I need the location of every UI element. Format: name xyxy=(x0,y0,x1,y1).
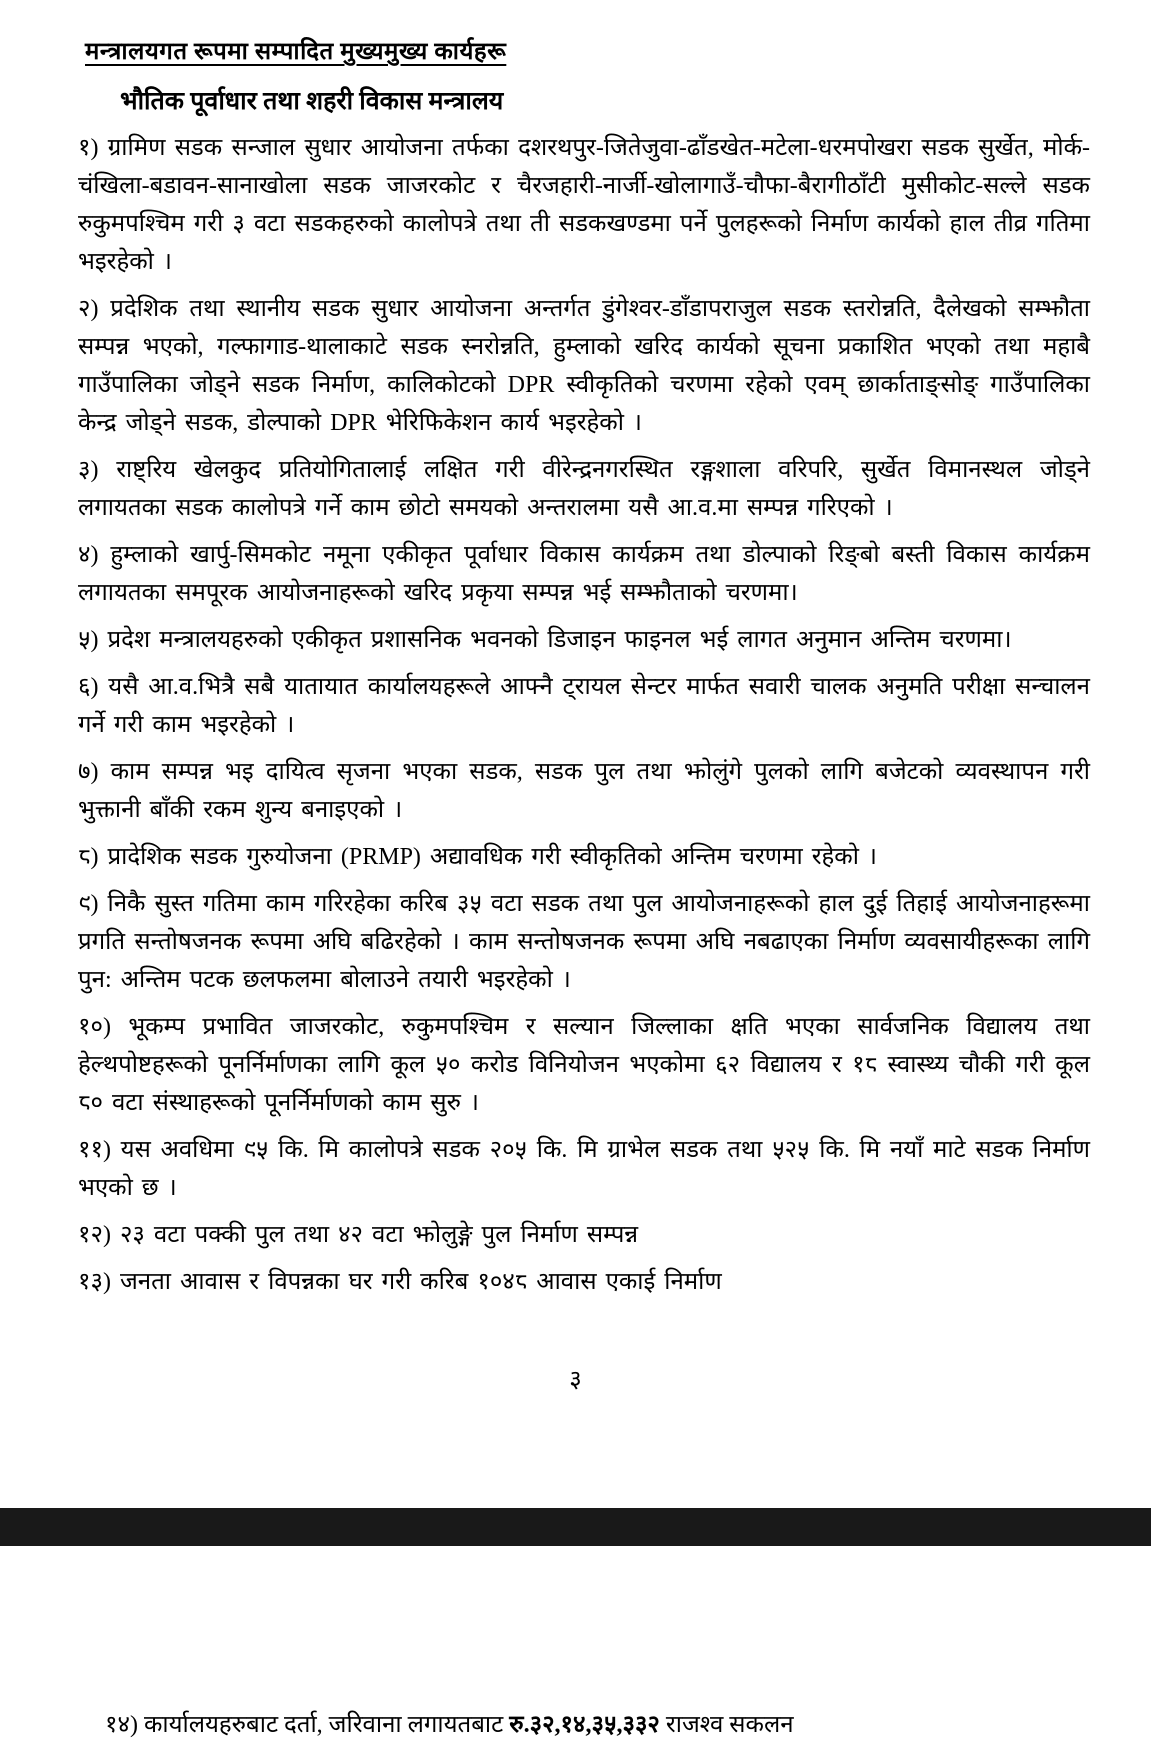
footer-list-item-14 xyxy=(105,1706,794,1744)
list-item-10: १०) भूकम्प प्रभावित जाजरकोट, रुकुमपश्चिम र सल्यान जिल्लाका क्षति भएका सार्वजनिक विद्यालय तथा हेल्थपोष्टहरूको पूनर्निर्माणका लागि कूल ५० करोड विनियोजन भएकोमा ६२ विद्यालय र १८ स्वास्थ्य चौकी गरी कूल ८० वटा संस्थाहरूको पूनर्निर्माणको काम सुरु । xyxy=(78,1014,1090,1116)
list-item-7: ७) काम सम्पन्न भइ दायित्व सृजना भएका सडक, सडक पुल तथा झोलुंगे पुलको लागि बजेटको व्यवस्थापन गरी भुक्तानी बाँकी रकम शुन्य बनाइएको । xyxy=(78,759,1090,823)
list-item-4: ४) हुम्लाको खार्पु-सिमकोट नमूना एकीकृत पूर्वाधार विकास कार्यक्रम तथा डोल्पाको रिङ्बो बस्ती विकास कार्यक्रम लगायतका समपूरक आयोजनाहरूको खरिद प्रकृया सम्पन्न भई सम्झौताको चरणमा। xyxy=(78,542,1090,606)
list-item-13: १३) जनता आवास र विपन्नका घर गरी करिब १०४८ आवास एकाई निर्माण xyxy=(78,1269,722,1295)
footer-item-suffix: राजश्व सकलन xyxy=(659,1712,794,1738)
list-item-3: ३) राष्ट्रिय खेलकुद प्रतियोगितालाई लक्षित गरी वीरेन्द्रनगरस्थित रङ्गशाला वरिपरि, सुर्खेत विमानस्थल जोड्ने लगायतका सडक कालोपत्रे गर्ने काम छोटो समयको अन्तरालमा यसै आ.व.मा सम्पन्न गरिएको । xyxy=(78,457,1090,521)
list-item-5: ५) प्रदेश मन्त्रालयहरुको एकीकृत प्रशासनिक भवनको डिजाइन फाइनल भई लागत अनुमान अन्तिम चरणमा। xyxy=(78,627,1012,653)
revenue-amount: रु.३२,१४,३५,३३२ xyxy=(509,1712,660,1738)
page-title: मन्त्रालयगत रूपमा सम्पादित मुख्यमुख्य कार्यहरू xyxy=(85,39,507,65)
list-item-9: ९) निकै सुस्त गतिमा काम गरिरहेका करिब ३५ वटा सडक तथा पुल आयोजनाहरूको हाल दुई तिहाई आयोजनाहरूमा प्रगति सन्तोषजनक रूपमा अघि बढिरहेको । काम सन्तोषजनक रूपमा अघि नबढाएका निर्माण व्यवसायीहरूका लागि पुन: अन्तिम पटक छलफलमा बोलाउने तयारी भइरहेको । xyxy=(78,891,1090,993)
section-heading: भौतिक पूर्वाधार तथा शहरी विकास मन्त्रालय xyxy=(120,88,504,115)
list-item-1: १) ग्रामिण सडक सन्जाल सुधार आयोजना तर्फका दशरथपुर-जितेजुवा-ढाँडखेत-मटेला-धरमपोखरा सडक सुर्खेत, मोर्क-चंखिला-बडावन-सानाखोला सडक जाजरकोट र चैरजहारी-नार्जी-खोलागाउँ-चौफा-बैरागीठाँटी मुसीकोट-सल्ले सडक रुकुमपश्चिम गरी ३ वटा सडकहरुको कालोपत्रे तथा ती सडकखण्डमा पर्ने पुलहरूको निर्माण कार्यको हाल तीव्र गतिमा भइरहेको । xyxy=(78,135,1090,275)
redaction-bar xyxy=(0,1508,1151,1546)
list-item-11: ११) यस अवधिमा ९५ कि. मि कालोपत्रे सडक २०५ कि. मि ग्राभेल सडक तथा ५२५ कि. मि नयाँ माटे सडक निर्माण भएको छ । xyxy=(78,1137,1090,1201)
footer-item-text: १४) कार्यालयहरुबाट दर्ता, जरिवाना लगायतबाट xyxy=(105,1712,510,1738)
list-item-12: १२) २३ वटा पक्की पुल तथा ४२ वटा झोलुङ्गे पुल निर्माण सम्पन्न xyxy=(78,1222,639,1248)
page-number: ३ xyxy=(569,1367,582,1393)
document-content xyxy=(78,34,1090,1310)
list-item-2: २) प्रदेशिक तथा स्थानीय सडक सुधार आयोजना अन्तर्गत डुंगेश्वर-डाँडापराजुल सडक स्तरोन्नति, दैलेखको सम्झौता सम्पन्न भएको, गल्फागाड-थालाकाटे सडक स्नरोन्नति, हुम्लाको खरिद कार्यको सूचना प्रकाशित भएको तथा महाबै गाउँपालिका जोड्ने सडक निर्माण, कालिकोटको DPR स्वीकृतिको चरणमा रहेको एवम् छार्काताङ्सोङ् गाउँपालिका केन्द्र जोड्ने सडक, डोल्पाको DPR भेरिफिकेशन कार्य भइरहेको । xyxy=(78,296,1090,436)
list-item-6: ६) यसै आ.व.भित्रै सबै यातायात कार्यालयहरूले आफ्नै ट्रायल सेन्टर मार्फत सवारी चालक अनुमति परीक्षा सन्चालन गर्ने गरी काम भइरहेको । xyxy=(78,674,1090,738)
list-item-8: ८) प्रादेशिक सडक गुरुयोजना (PRMP) अद्यावधिक गरी स्वीकृतिको अन्तिम चरणमा रहेको । xyxy=(78,844,878,870)
